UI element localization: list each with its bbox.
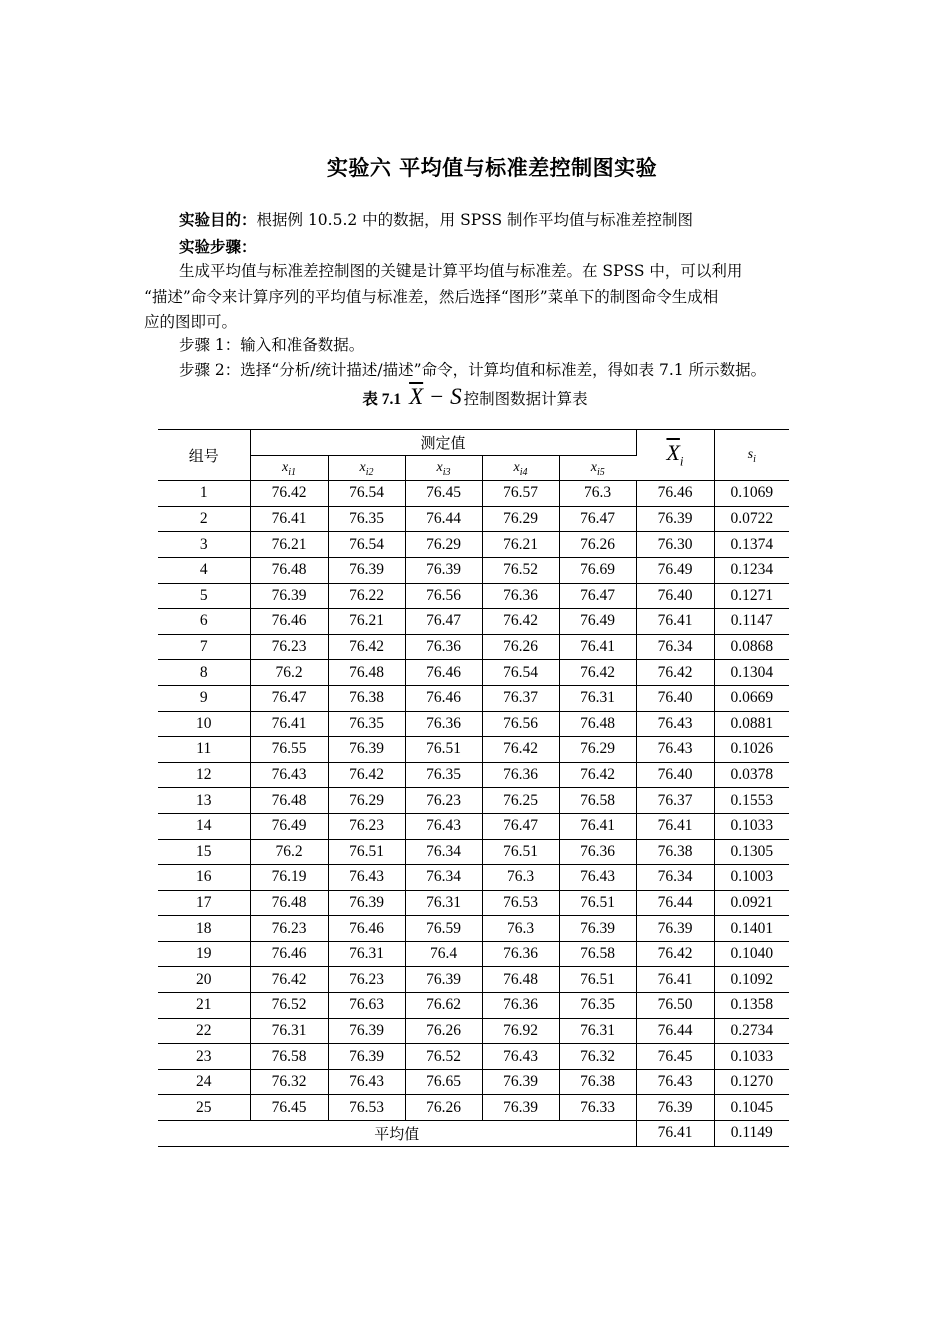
x5-cell: 76.26: [559, 532, 636, 558]
x1-cell: 76.43: [250, 762, 328, 788]
x1-cell: 76.42: [250, 481, 328, 507]
control-chart-data-table: [158, 429, 789, 1147]
x4-cell: 76.47: [482, 813, 559, 839]
x4-cell: 76.25: [482, 788, 559, 814]
x1-cell: 76.41: [250, 711, 328, 737]
xbar-cell: 76.49: [636, 557, 714, 583]
xbar-cell: 76.43: [636, 737, 714, 763]
s-cell: 0.1026: [714, 737, 789, 763]
x4-cell: 76.52: [482, 557, 559, 583]
x4-cell: 76.51: [482, 839, 559, 865]
table-row: [158, 711, 789, 737]
x1-cell: 76.45: [250, 1095, 328, 1121]
s-cell: 0.0378: [714, 762, 789, 788]
s-cell: 0.0722: [714, 506, 789, 532]
table-row: [158, 839, 789, 865]
x1-cell: 76.55: [250, 737, 328, 763]
group-cell: 18: [158, 916, 250, 942]
s-cell: 0.1270: [714, 1069, 789, 1095]
table-row: [158, 967, 789, 993]
x3-cell: 76.56: [405, 583, 482, 609]
x2-cell: 76.31: [328, 941, 405, 967]
x4-cell: 76.54: [482, 660, 559, 686]
xbar-cell: 76.41: [636, 967, 714, 993]
x3-cell: 76.29: [405, 532, 482, 558]
x3-cell: 76.62: [405, 993, 482, 1019]
footer-xbar-mean: 76.41: [636, 1121, 714, 1147]
x3-cell: 76.26: [405, 1095, 482, 1121]
x3-cell: 76.43: [405, 813, 482, 839]
s-cell: 0.1092: [714, 967, 789, 993]
x1-cell: 76.47: [250, 685, 328, 711]
x4-cell: 76.36: [482, 762, 559, 788]
group-cell: 24: [158, 1069, 250, 1095]
x3-cell: 76.65: [405, 1069, 482, 1095]
s-cell: 0.0669: [714, 685, 789, 711]
xbar-header: $X_i$: [636, 430, 714, 481]
group-cell: 10: [158, 711, 250, 737]
table-caption: [0, 384, 950, 410]
paragraph-line-3: 应的图即可。: [144, 313, 238, 331]
x5-cell: 76.43: [559, 865, 636, 891]
x5-cell: 76.58: [559, 941, 636, 967]
x3-cell: 76.46: [405, 685, 482, 711]
xbar-cell: 76.41: [636, 813, 714, 839]
xbar-cell: 76.43: [636, 711, 714, 737]
table-row: [158, 634, 789, 660]
group-cell: 19: [158, 941, 250, 967]
x1-cell: 76.46: [250, 941, 328, 967]
caption-text: 控制图数据计算表: [463, 390, 588, 408]
x3-cell: 76.36: [405, 634, 482, 660]
xbar-cell: 76.46: [636, 481, 714, 507]
group-cell: 8: [158, 660, 250, 686]
x5-cell: 76.3: [559, 481, 636, 507]
x5-cell: 76.69: [559, 557, 636, 583]
x2-cell: 76.39: [328, 890, 405, 916]
table-row: [158, 941, 789, 967]
x5-cell: 76.41: [559, 813, 636, 839]
x2-cell: 76.54: [328, 481, 405, 507]
x-header: $x_{i5}$: [559, 455, 636, 481]
x4-cell: 76.36: [482, 941, 559, 967]
s-cell: 0.1304: [714, 660, 789, 686]
group-cell: 5: [158, 583, 250, 609]
table-row: [158, 865, 789, 891]
group-cell: 17: [158, 890, 250, 916]
x5-cell: 76.39: [559, 916, 636, 942]
purpose-text: 根据例 10.5.2 中的数据，用 SPSS 制作平均值与标准差控制图: [256, 211, 694, 229]
x2-cell: 76.39: [328, 1018, 405, 1044]
table-row: [158, 660, 789, 686]
group-cell: 23: [158, 1044, 250, 1070]
x5-cell: 76.41: [559, 634, 636, 660]
s-cell: 0.2734: [714, 1018, 789, 1044]
x4-cell: 76.48: [482, 967, 559, 993]
x5-cell: 76.47: [559, 583, 636, 609]
x1-cell: 76.42: [250, 967, 328, 993]
table-row: [158, 685, 789, 711]
x1-cell: 76.49: [250, 813, 328, 839]
group-cell: 25: [158, 1095, 250, 1121]
table-row: [158, 813, 789, 839]
xbar-cell: 76.38: [636, 839, 714, 865]
s-cell: 0.1040: [714, 941, 789, 967]
x4-cell: 76.42: [482, 737, 559, 763]
table-row: [158, 1069, 789, 1095]
x-header: $x_{i1}$: [250, 455, 328, 481]
x4-cell: 76.53: [482, 890, 559, 916]
group-cell: 16: [158, 865, 250, 891]
group-cell: 4: [158, 557, 250, 583]
s-cell: 0.1271: [714, 583, 789, 609]
x4-cell: 76.92: [482, 1018, 559, 1044]
x4-cell: 76.39: [482, 1095, 559, 1121]
table-row: [158, 890, 789, 916]
x2-cell: 76.39: [328, 737, 405, 763]
x2-cell: 76.39: [328, 557, 405, 583]
x3-cell: 76.46: [405, 660, 482, 686]
x1-cell: 76.32: [250, 1069, 328, 1095]
s-cell: 0.0868: [714, 634, 789, 660]
xbar-cell: 76.39: [636, 506, 714, 532]
xbar-cell: 76.30: [636, 532, 714, 558]
footer-s-mean: 0.1149: [714, 1121, 789, 1147]
x5-cell: 76.42: [559, 762, 636, 788]
x1-cell: 76.23: [250, 634, 328, 660]
table-row: [158, 916, 789, 942]
x2-cell: 76.42: [328, 762, 405, 788]
x4-cell: 76.36: [482, 583, 559, 609]
s-cell: 0.1045: [714, 1095, 789, 1121]
group-cell: 15: [158, 839, 250, 865]
group-cell: 22: [158, 1018, 250, 1044]
x5-cell: 76.51: [559, 890, 636, 916]
xbar-cell: 76.50: [636, 993, 714, 1019]
step-2: 步骤 2：选择“分析/统计描述/描述”命令，计算均值和标准差，得如表 7.1 所示数据。: [179, 361, 767, 379]
x4-cell: 76.37: [482, 685, 559, 711]
group-cell: 12: [158, 762, 250, 788]
x1-cell: 76.58: [250, 1044, 328, 1070]
x3-cell: 76.52: [405, 1044, 482, 1070]
measured-header: 测定值: [250, 430, 636, 456]
x2-cell: 76.43: [328, 1069, 405, 1095]
paragraph-line-1: 生成平均值与标准差控制图的关键是计算平均值与标准差。在 SPSS 中，可以利用: [179, 262, 743, 280]
x3-cell: 76.34: [405, 839, 482, 865]
x2-cell: 76.29: [328, 788, 405, 814]
group-header: 组号: [158, 430, 250, 481]
xbar-cell: 76.34: [636, 634, 714, 660]
group-cell: 20: [158, 967, 250, 993]
x2-cell: 76.39: [328, 1044, 405, 1070]
x4-cell: 76.29: [482, 506, 559, 532]
table-header-row-1: [158, 430, 789, 456]
purpose-label: 实验目的：: [179, 210, 257, 229]
x4-cell: 76.21: [482, 532, 559, 558]
x5-cell: 76.29: [559, 737, 636, 763]
x5-cell: 76.32: [559, 1044, 636, 1070]
xbar-cell: 76.41: [636, 609, 714, 635]
xbar-cell: 76.40: [636, 583, 714, 609]
x1-cell: 76.2: [250, 660, 328, 686]
x2-cell: 76.38: [328, 685, 405, 711]
xbar-cell: 76.39: [636, 1095, 714, 1121]
step-1: 步骤 1：输入和准备数据。: [179, 336, 365, 354]
x2-cell: 76.43: [328, 865, 405, 891]
s-cell: 0.1234: [714, 557, 789, 583]
x3-cell: 76.23: [405, 788, 482, 814]
xbar-cell: 76.40: [636, 685, 714, 711]
x3-cell: 76.51: [405, 737, 482, 763]
x3-cell: 76.35: [405, 762, 482, 788]
table-body: [158, 481, 789, 1121]
xbar-cell: 76.37: [636, 788, 714, 814]
s-cell: 0.1401: [714, 916, 789, 942]
x2-cell: 76.51: [328, 839, 405, 865]
x2-cell: 76.54: [328, 532, 405, 558]
x3-cell: 76.31: [405, 890, 482, 916]
x1-cell: 76.19: [250, 865, 328, 891]
x1-cell: 76.52: [250, 993, 328, 1019]
group-cell: 14: [158, 813, 250, 839]
xbar-cell: 76.42: [636, 941, 714, 967]
x1-cell: 76.21: [250, 532, 328, 558]
x4-cell: 76.36: [482, 993, 559, 1019]
x2-cell: 76.46: [328, 916, 405, 942]
table-row: [158, 532, 789, 558]
x4-cell: 76.3: [482, 916, 559, 942]
table-footer-row: [158, 1121, 789, 1147]
x2-cell: 76.23: [328, 813, 405, 839]
s-cell: 0.1033: [714, 1044, 789, 1070]
xbar-cell: 76.39: [636, 916, 714, 942]
x2-cell: 76.35: [328, 506, 405, 532]
x5-cell: 76.35: [559, 993, 636, 1019]
group-cell: 21: [158, 993, 250, 1019]
x1-cell: 76.41: [250, 506, 328, 532]
s-cell: 0.0881: [714, 711, 789, 737]
group-cell: 9: [158, 685, 250, 711]
steps-heading: 实验步骤：: [179, 237, 257, 256]
x3-cell: 76.26: [405, 1018, 482, 1044]
x5-cell: 76.48: [559, 711, 636, 737]
x1-cell: 76.48: [250, 788, 328, 814]
table-row: [158, 557, 789, 583]
group-cell: 2: [158, 506, 250, 532]
xbar-cell: 76.45: [636, 1044, 714, 1070]
x2-cell: 76.22: [328, 583, 405, 609]
x1-cell: 76.31: [250, 1018, 328, 1044]
x4-cell: 76.39: [482, 1069, 559, 1095]
x2-cell: 76.23: [328, 967, 405, 993]
page-title: 实验六 平均值与标准差控制图实验: [326, 155, 658, 180]
x1-cell: 76.2: [250, 839, 328, 865]
x5-cell: 76.49: [559, 609, 636, 635]
x1-cell: 76.39: [250, 583, 328, 609]
table-row: [158, 1018, 789, 1044]
table-row: [158, 993, 789, 1019]
xbar-cell: 76.44: [636, 890, 714, 916]
caption-label: 表 7.1: [362, 391, 402, 408]
x1-cell: 76.46: [250, 609, 328, 635]
x2-cell: 76.21: [328, 609, 405, 635]
table-row: [158, 762, 789, 788]
x3-cell: 76.34: [405, 865, 482, 891]
s-cell: 0.0921: [714, 890, 789, 916]
table-row: [158, 506, 789, 532]
x5-cell: 76.42: [559, 660, 636, 686]
group-cell: 11: [158, 737, 250, 763]
x5-cell: 76.31: [559, 1018, 636, 1044]
s-cell: 0.1305: [714, 839, 789, 865]
table-row: [158, 737, 789, 763]
xbar-cell: 76.43: [636, 1069, 714, 1095]
x2-cell: 76.53: [328, 1095, 405, 1121]
x4-cell: 76.26: [482, 634, 559, 660]
x5-cell: 76.58: [559, 788, 636, 814]
x-header: $x_{i4}$: [482, 455, 559, 481]
x3-cell: 76.39: [405, 557, 482, 583]
x4-cell: 76.56: [482, 711, 559, 737]
s-cell: 0.1147: [714, 609, 789, 635]
s-cell: 0.1003: [714, 865, 789, 891]
s-cell: 0.1358: [714, 993, 789, 1019]
s-header: $s_i$: [714, 430, 789, 481]
table-row: [158, 583, 789, 609]
group-cell: 6: [158, 609, 250, 635]
group-cell: 1: [158, 481, 250, 507]
x5-cell: 76.51: [559, 967, 636, 993]
x-header: $x_{i3}$: [405, 455, 482, 481]
x5-cell: 76.33: [559, 1095, 636, 1121]
group-cell: 13: [158, 788, 250, 814]
s-cell: 0.1374: [714, 532, 789, 558]
x3-cell: 76.59: [405, 916, 482, 942]
table-row: [158, 1095, 789, 1121]
x1-cell: 76.48: [250, 557, 328, 583]
x2-cell: 76.63: [328, 993, 405, 1019]
x4-cell: 76.42: [482, 609, 559, 635]
caption-formula: X − S: [409, 384, 462, 409]
purpose-line: [179, 208, 693, 230]
x5-cell: 76.36: [559, 839, 636, 865]
x5-cell: 76.38: [559, 1069, 636, 1095]
x-header: $x_{i2}$: [328, 455, 405, 481]
s-cell: 0.1069: [714, 481, 789, 507]
x1-cell: 76.48: [250, 890, 328, 916]
x3-cell: 76.4: [405, 941, 482, 967]
x5-cell: 76.47: [559, 506, 636, 532]
x2-cell: 76.35: [328, 711, 405, 737]
xbar-cell: 76.42: [636, 660, 714, 686]
x3-cell: 76.39: [405, 967, 482, 993]
group-cell: 7: [158, 634, 250, 660]
footer-label: 平均值: [158, 1121, 636, 1147]
table-row: [158, 481, 789, 507]
s-cell: 0.1553: [714, 788, 789, 814]
x3-cell: 76.45: [405, 481, 482, 507]
x3-cell: 76.36: [405, 711, 482, 737]
x5-cell: 76.31: [559, 685, 636, 711]
x4-cell: 76.3: [482, 865, 559, 891]
paragraph-line-2: “描述”命令来计算序列的平均值与标准差，然后选择“图形”菜单下的制图命令生成相: [144, 288, 719, 306]
xbar-cell: 76.44: [636, 1018, 714, 1044]
x2-cell: 76.48: [328, 660, 405, 686]
table-row: [158, 788, 789, 814]
x3-cell: 76.44: [405, 506, 482, 532]
table-row: [158, 1044, 789, 1070]
x1-cell: 76.23: [250, 916, 328, 942]
x4-cell: 76.43: [482, 1044, 559, 1070]
x2-cell: 76.42: [328, 634, 405, 660]
group-cell: 3: [158, 532, 250, 558]
x4-cell: 76.57: [482, 481, 559, 507]
xbar-cell: 76.34: [636, 865, 714, 891]
s-cell: 0.1033: [714, 813, 789, 839]
table-row: [158, 609, 789, 635]
x3-cell: 76.47: [405, 609, 482, 635]
xbar-cell: 76.40: [636, 762, 714, 788]
